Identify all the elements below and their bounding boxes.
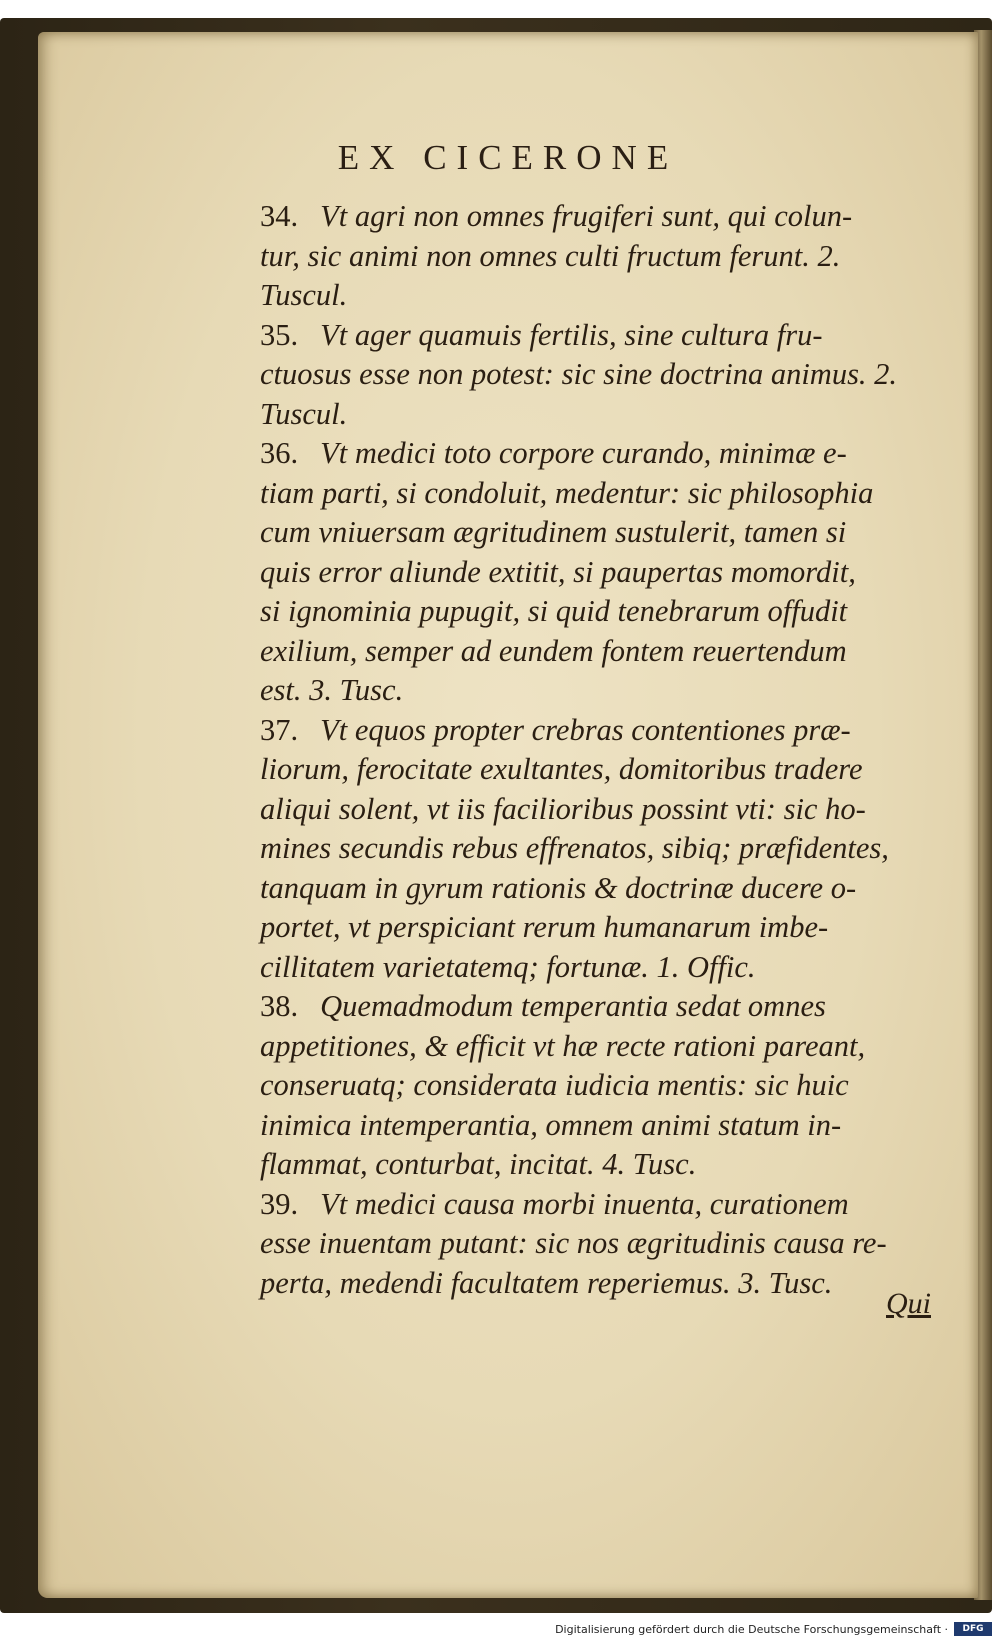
footer-credit: Digitalisierung gefördert durch die Deutsche Forschungsgemeinschaft · <box>555 1623 948 1636</box>
line-text: quis error aliunde extitit, si paupertas momordit, <box>260 554 856 589</box>
line-text: liorum, ferocitate exultantes, domitoribus tradere <box>260 752 863 786</box>
book-page <box>38 32 978 1598</box>
text-line <box>260 276 950 316</box>
line-text: ctuosus esse non potest: sic sine doctrina animus. 2. <box>260 357 898 391</box>
text-line <box>260 1224 950 1264</box>
line-text: portet, vt perspiciant rerum humanarum imbe- <box>260 910 829 944</box>
line-text: flammat, conturbat, incitat. 4. Tusc. <box>260 1147 697 1181</box>
line-text: si ignominia pupugit, si quid tenebrarum offudit <box>260 594 848 628</box>
line-text: perta, medendi facultatem reperiemus. 3. Tusc. <box>260 1265 833 1300</box>
text-line <box>260 671 950 711</box>
text-line <box>260 1145 950 1185</box>
line-text: Vt agri non omnes frugiferi sunt, qui colun- <box>320 199 853 233</box>
text-line <box>260 790 950 830</box>
text-line <box>260 355 950 395</box>
line-text: cum vniuersam ægritudinem sustulerit, tamen si <box>260 515 847 549</box>
text-line <box>260 1264 950 1304</box>
text-line <box>260 908 950 948</box>
line-text: Vt medici toto corpore curando, minimæ e- <box>320 436 847 470</box>
catchword: Qui <box>886 1287 931 1320</box>
line-text: appetitiones, & efficit vt hæ recte rationi pareant, <box>260 1028 866 1063</box>
text-line <box>260 869 950 909</box>
line-text: Vt ager quamuis fertilis, sine cultura fru- <box>320 317 823 352</box>
line-text: Vt medici causa morbi inuenta, curationem <box>320 1186 849 1221</box>
text-line <box>260 316 950 356</box>
line-text: esse inuentam putant: sic nos ægritudinis causa re- <box>260 1226 887 1260</box>
entry-number: 36. <box>260 436 299 470</box>
text-line <box>260 513 950 553</box>
line-text: Tuscul. <box>260 278 348 312</box>
line-text: tur, sic animi non omnes culti fructum ferunt. 2. <box>260 238 841 273</box>
text-line <box>260 237 950 277</box>
entry-number: 38. <box>260 989 299 1023</box>
text-line <box>260 434 950 474</box>
line-text: Tuscul. <box>260 396 348 431</box>
text-line <box>260 395 950 435</box>
text-line <box>260 1185 950 1225</box>
entry-number: 37. <box>260 712 299 747</box>
text-line <box>260 632 950 672</box>
line-text: inimica intemperantia, omnem animi statum in- <box>260 1107 842 1142</box>
line-text: aliqui solent, vt iis facilioribus possint vti: sic ho- <box>260 791 866 826</box>
text-line <box>260 711 950 751</box>
text-line <box>260 1027 950 1067</box>
entry-number: 35. <box>260 317 299 352</box>
digitization-footer <box>0 1614 1000 1642</box>
line-text: tiam parti, si condoluit, medentur: sic philosophia <box>260 475 874 510</box>
line-text: Vt equos propter crebras contentiones præ- <box>320 712 851 747</box>
text-line <box>260 592 950 632</box>
entry-number: 39. <box>260 1186 299 1221</box>
text-line <box>260 197 950 237</box>
line-text: mines secundis rebus effrenatos, sibiq; præfidentes, <box>260 831 889 865</box>
line-text: cillitatem varietatemq; fortunæ. 1. Offic. <box>260 949 756 984</box>
text-line <box>260 948 950 988</box>
text-line <box>260 750 950 790</box>
line-text: exilium, semper ad eundem fontem reuertendum <box>260 633 847 668</box>
text-line <box>260 1066 950 1106</box>
text-block <box>260 197 950 1303</box>
text-line <box>260 1106 950 1146</box>
text-line <box>260 987 950 1027</box>
line-text: conseruatq; considerata iudicia mentis: sic huic <box>260 1068 849 1102</box>
text-line <box>260 829 950 869</box>
line-text: tanquam in gyrum rationis & doctrinæ ducere o- <box>260 870 857 905</box>
text-line <box>260 474 950 514</box>
running-head: EX CICERONE <box>337 138 679 177</box>
line-text: Quemadmodum temperantia sedat omnes <box>320 989 826 1023</box>
dfg-logo: DFG <box>954 1622 992 1636</box>
line-text: est. 3. Tusc. <box>260 673 404 707</box>
text-line <box>260 553 950 593</box>
entry-number: 34. <box>260 199 299 233</box>
